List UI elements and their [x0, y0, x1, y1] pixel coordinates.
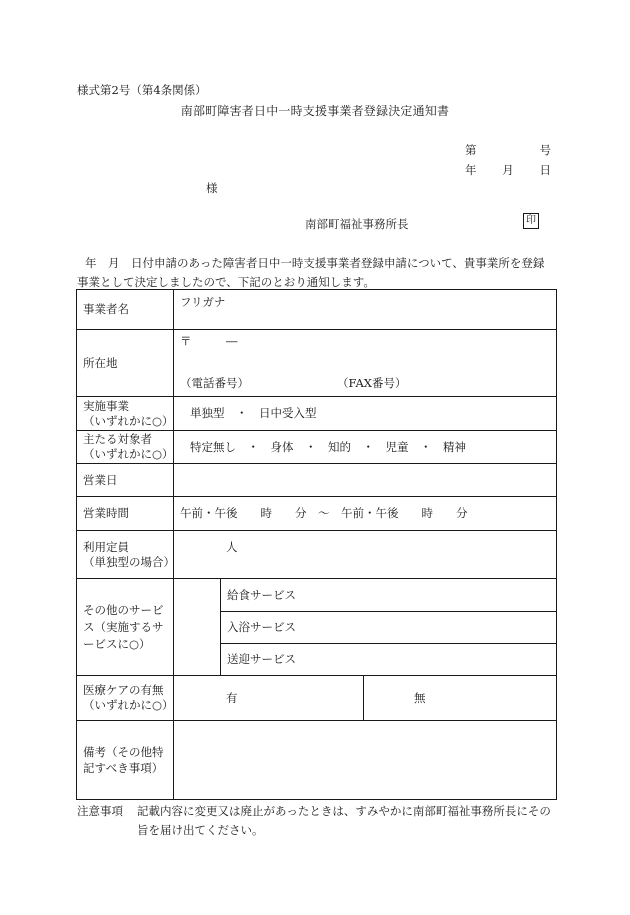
issuer-name: 南部町福祉事務所長	[305, 217, 409, 231]
implementation-options: 単独型 ・ 日中受入型	[174, 397, 557, 431]
medical-care-label-line1: 医療ケアの有無	[83, 683, 164, 697]
service-meal: 給食サービス	[221, 579, 557, 612]
business-name-label: 事業者名	[77, 290, 174, 330]
row-business-hours	[77, 497, 557, 531]
other-service-mark-column	[174, 579, 221, 676]
remarks-value	[174, 721, 557, 800]
implementation-label-line1: 実施事業	[83, 398, 129, 413]
medical-care-yes: 有	[174, 676, 364, 721]
service-bath: 入浴サービス	[221, 612, 557, 644]
capacity-label	[77, 531, 174, 579]
addressee-sama: 様	[206, 181, 218, 195]
caution-text: 記載内容に変更又は廃止があったときは、すみやかに南部町福祉事務所長にその旨を届け出てください。	[137, 804, 551, 837]
form-reference: 様式第2号（第4条関係）	[77, 83, 207, 97]
postal-code-mark: 〒 ―	[180, 334, 238, 348]
medical-care-label-line2: （いずれかに○）	[83, 698, 174, 712]
capacity-value: 人	[174, 531, 557, 579]
row-implementation	[77, 397, 557, 431]
caution-heading: 注意事項	[77, 804, 123, 818]
row-business-days	[77, 464, 557, 497]
row-medical-care	[77, 676, 557, 721]
document-title: 南部町障害者日中一時支援事業者登録決定通知書	[180, 104, 450, 118]
phone-label: （電話番号）	[180, 376, 249, 390]
row-capacity	[77, 531, 557, 579]
medical-care-label	[77, 676, 174, 721]
row-other-service-meal	[77, 579, 557, 612]
business-hours-label: 営業時間	[77, 497, 174, 531]
remarks-label: 備考（その他特記すべき事項）	[77, 721, 174, 800]
fax-label: （FAX番号）	[337, 376, 407, 390]
business-hours-value: 午前・午後 時 分 ～ 午前・午後 時 分	[174, 497, 557, 531]
furigana-label: フリガナ	[180, 295, 226, 309]
notice-body-text: 年 月 日付申請のあった障害者日中一時支援事業者登録申請について、貴事業所を登録事業として決定しましたので、下記のとおり通知します。	[77, 256, 545, 289]
service-transport: 送迎サービス	[221, 644, 557, 676]
capacity-label-line1: 利用定員	[83, 539, 129, 554]
target-label	[77, 431, 174, 464]
target-label-line1: 主たる対象者	[83, 432, 152, 446]
target-label-line2: （いずれかに○）	[83, 447, 174, 461]
number-dai: 第	[465, 143, 477, 157]
number-go: 号	[539, 143, 551, 157]
date-month: 月	[502, 163, 514, 177]
business-days-value	[174, 464, 557, 497]
date-year: 年	[465, 163, 477, 177]
address-cell	[174, 330, 557, 397]
document-number	[465, 142, 551, 158]
row-business-name	[77, 290, 557, 330]
implementation-label-line2: （いずれかに○）	[83, 413, 174, 428]
date-day: 日	[539, 163, 551, 177]
capacity-label-line2: （単独型の場合）	[83, 554, 175, 569]
business-name-cell	[174, 290, 557, 330]
seal-mark: 印	[523, 213, 539, 229]
implementation-label	[77, 397, 174, 431]
medical-care-no: 無	[364, 676, 557, 721]
address-label: 所在地	[77, 330, 174, 397]
row-target	[77, 431, 557, 464]
row-address	[77, 330, 557, 397]
other-service-label: その他のサービス（実施するサービスに○）	[77, 579, 174, 676]
target-options: 特定無し ・ 身体 ・ 知的 ・ 児童 ・ 精神	[174, 431, 557, 464]
document-date	[465, 162, 551, 178]
row-remarks	[77, 721, 557, 800]
business-days-label: 営業日	[77, 464, 174, 497]
registration-form-table	[76, 289, 557, 800]
contact-row	[180, 376, 556, 391]
